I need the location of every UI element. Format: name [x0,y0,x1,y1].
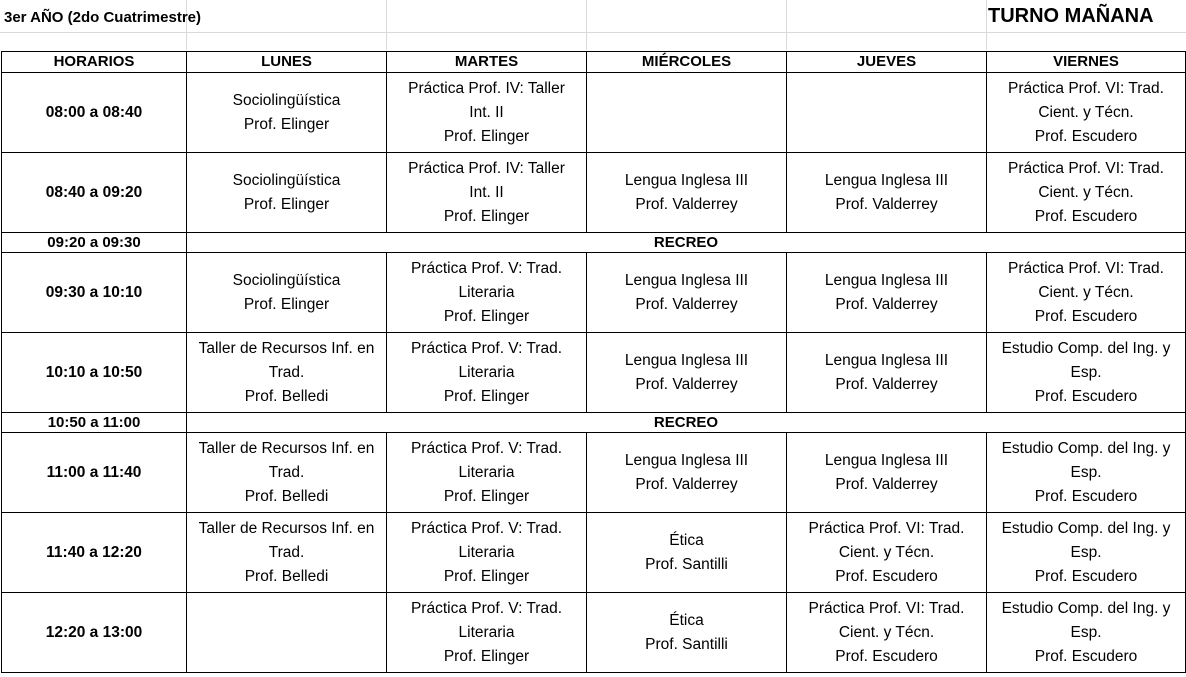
subject-line: Trad. [268,543,305,561]
class-cell [387,593,587,673]
class-cell [987,433,1186,513]
time-slot: 08:00 a 08:40 [2,73,187,153]
header-row [2,52,1186,73]
class-cell [187,333,387,413]
subject-line: Sociolingüística [232,171,341,189]
course-title: 3er AÑO (2do Cuatrimestre) [4,9,201,26]
class-cell [187,73,387,153]
column-header: LUNES [187,52,387,73]
time-slot: 08:40 a 09:20 [2,153,187,233]
subject-line: Esp. [1070,543,1102,561]
professor-name: Prof. Escudero [1034,487,1138,505]
subject-line: Cient. y Técn. [1038,283,1134,301]
time-slot: 09:20 a 09:30 [2,233,187,253]
class-cell [587,333,787,413]
subject-line: Lengua Inglesa III [624,171,749,189]
subject-line: Sociolingüística [232,91,341,109]
professor-name: Prof. Belledi [244,567,329,585]
subject-line: Literaria [458,623,515,641]
subject-line: Lengua Inglesa III [824,451,949,469]
column-header: MARTES [387,52,587,73]
table-row [2,593,1186,673]
professor-name: Prof. Belledi [244,487,329,505]
professor-name: Prof. Elinger [443,487,530,505]
subject-line: Práctica Prof. V: Trad. [410,439,563,457]
subject-line: Taller de Recursos Inf. en [198,339,375,357]
empty-cell [187,593,387,673]
subject-line: Lengua Inglesa III [824,351,949,369]
professor-name: Prof. Valderrey [635,375,738,393]
class-cell [187,433,387,513]
class-cell [587,513,787,593]
subject-line: Cient. y Técn. [1038,103,1134,121]
subject-line: Práctica Prof. IV: Taller [408,79,565,97]
subject-line: Ética [669,531,704,549]
table-row [2,253,1186,333]
subject-line: Literaria [458,463,515,481]
schedule-table [1,51,1186,673]
subject-line: Estudio Comp. del Ing. y [1001,519,1171,537]
subject-line: Int. II [469,103,504,121]
subject-line: Taller de Recursos Inf. en [198,519,375,537]
time-slot: 12:20 a 13:00 [2,593,187,673]
class-cell [987,153,1186,233]
professor-name: Prof. Escudero [1034,207,1138,225]
table-row [2,333,1186,413]
subject-line: Cient. y Técn. [838,543,935,561]
column-header: VIERNES [987,52,1186,73]
professor-name: Prof. Valderrey [635,195,738,213]
class-cell [787,593,987,673]
class-cell [387,333,587,413]
class-cell [387,253,587,333]
break-label: RECREO [187,413,1186,433]
shift-title: TURNO MAÑANA [988,5,1154,27]
professor-name: Prof. Elinger [243,115,330,133]
column-header: JUEVES [787,52,987,73]
professor-name: Prof. Elinger [443,387,530,405]
table-row [2,433,1186,513]
subject-line: Práctica Prof. VI: Trad. [1008,79,1164,97]
subject-line: Literaria [458,363,515,381]
subject-line: Trad. [268,463,305,481]
column-header: HORARIOS [2,52,187,73]
subject-line: Estudio Comp. del Ing. y [1001,599,1171,617]
class-cell [787,333,987,413]
subject-line: Esp. [1070,363,1102,381]
subject-line: Lengua Inglesa III [624,271,749,289]
subject-line: Cient. y Técn. [1038,183,1134,201]
table-row [2,513,1186,593]
subject-line: Lengua Inglesa III [624,351,749,369]
professor-name: Prof. Elinger [243,295,330,313]
subject-line: Literaria [458,543,515,561]
professor-name: Prof. Escudero [1034,127,1138,145]
professor-name: Prof. Santilli [645,635,728,653]
break-label: RECREO [187,233,1186,253]
subject-line: Lengua Inglesa III [824,271,949,289]
column-header: MIÉRCOLES [587,52,787,73]
subject-line: Práctica Prof. V: Trad. [410,599,563,617]
class-cell [587,593,787,673]
empty-cell [587,73,787,153]
class-cell [387,153,587,233]
class-cell [787,153,987,233]
professor-name: Prof. Elinger [443,127,530,145]
professor-name: Prof. Elinger [443,307,530,325]
time-slot: 11:00 a 11:40 [2,433,187,513]
class-cell [987,593,1186,673]
professor-name: Prof. Belledi [244,387,329,405]
table-row [2,73,1186,153]
professor-name: Prof. Elinger [443,207,530,225]
class-cell [587,433,787,513]
subject-line: Int. II [469,183,504,201]
subject-line: Ética [669,611,704,629]
class-cell [587,253,787,333]
subject-line: Sociolingüística [232,271,341,289]
class-cell [587,153,787,233]
class-cell [987,513,1186,593]
professor-name: Prof. Escudero [1034,307,1138,325]
class-cell [387,433,587,513]
subject-line: Práctica Prof. IV: Taller [408,159,565,177]
time-slot: 09:30 a 10:10 [2,253,187,333]
subject-line: Práctica Prof. VI: Trad. [1008,159,1164,177]
table-row [2,153,1186,233]
subject-line: Taller de Recursos Inf. en [198,439,375,457]
professor-name: Prof. Valderrey [835,475,938,493]
professor-name: Prof. Valderrey [835,195,938,213]
professor-name: Prof. Valderrey [835,295,938,313]
subject-line: Práctica Prof. VI: Trad. [808,599,965,617]
class-cell [187,253,387,333]
class-cell [787,433,987,513]
class-cell [987,253,1186,333]
professor-name: Prof. Escudero [835,647,938,665]
professor-name: Prof. Valderrey [635,475,738,493]
class-cell [387,513,587,593]
professor-name: Prof. Valderrey [635,295,738,313]
class-cell [787,513,987,593]
subject-line: Práctica Prof. V: Trad. [410,519,563,537]
subject-line: Lengua Inglesa III [824,171,949,189]
subject-line: Cient. y Técn. [838,623,935,641]
time-slot: 10:10 a 10:50 [2,333,187,413]
subject-line: Trad. [268,363,305,381]
time-slot: 11:40 a 12:20 [2,513,187,593]
subject-line: Literaria [458,283,515,301]
empty-cell [787,73,987,153]
professor-name: Prof. Escudero [835,567,938,585]
break-row [2,233,1186,253]
class-cell [987,73,1186,153]
class-cell [187,513,387,593]
professor-name: Prof. Elinger [243,195,330,213]
subject-line: Práctica Prof. V: Trad. [410,339,563,357]
professor-name: Prof. Escudero [1034,567,1138,585]
subject-line: Estudio Comp. del Ing. y [1001,339,1171,357]
class-cell [787,253,987,333]
time-slot: 10:50 a 11:00 [2,413,187,433]
subject-line: Estudio Comp. del Ing. y [1001,439,1171,457]
class-cell [187,153,387,233]
class-cell [387,73,587,153]
break-row [2,413,1186,433]
subject-line: Práctica Prof. V: Trad. [410,259,563,277]
professor-name: Prof. Escudero [1034,647,1138,665]
professor-name: Prof. Valderrey [835,375,938,393]
subject-line: Esp. [1070,463,1102,481]
professor-name: Prof. Elinger [443,567,530,585]
professor-name: Prof. Santilli [645,555,728,573]
professor-name: Prof. Elinger [443,647,530,665]
professor-name: Prof. Escudero [1034,387,1138,405]
subject-line: Esp. [1070,623,1102,641]
subject-line: Práctica Prof. VI: Trad. [808,519,965,537]
class-cell [987,333,1186,413]
subject-line: Lengua Inglesa III [624,451,749,469]
subject-line: Práctica Prof. VI: Trad. [1008,259,1164,277]
